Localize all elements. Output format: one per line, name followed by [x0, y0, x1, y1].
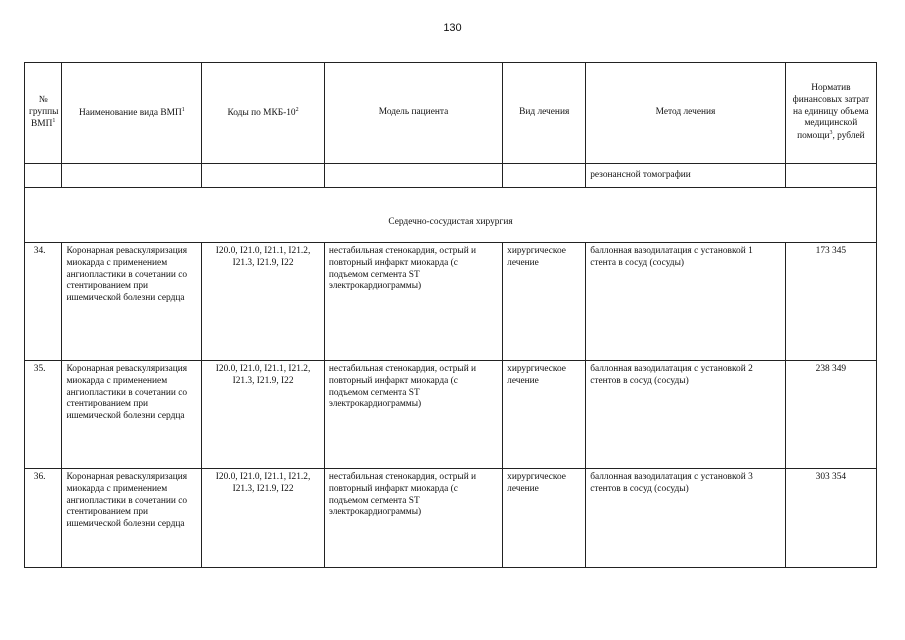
cell-empty	[503, 164, 586, 188]
cell-vmp-name: Коронарная реваскуляризация миокарда с применением ангиопластики в сочетании со стентированием при ишемической болезни сердца	[62, 361, 202, 469]
header-icd-codes: Коды по МКБ-$10^2$	[202, 63, 325, 164]
cell-vmp-name: Коронарная реваскуляризация миокарда с применением ангиопластики в сочетании со стентированием при ишемической болезни сердца	[62, 469, 202, 568]
cell-icd-codes: I20.0, I21.0, I21.1, I21.2, I21.3, I21.9, I22	[202, 469, 325, 568]
cell-treatment-method: баллонная вазодилатация с установкой 2 стентов в сосуд (сосуды)	[586, 361, 786, 469]
header-treatment-method: Метод лечения	[586, 63, 786, 164]
header-treatment-type: Вид лечения	[503, 63, 586, 164]
header-patient-model: Модель пациента	[324, 63, 502, 164]
cell-icd-codes: I20.0, I21.0, I21.1, I21.2, I21.3, I21.9, I22	[202, 361, 325, 469]
cell-vmp-name: Коронарная реваскуляризация миокарда с применением ангиопластики в сочетании со стентированием при ишемической болезни сердца	[62, 243, 202, 361]
header-cost-norm: Норматив финансовых затрат на единицу объема медицинской помощи$^3$, рублей	[785, 63, 876, 164]
cell-group-number: 35.	[25, 361, 62, 469]
cell-cost-norm: 238 349	[785, 361, 876, 469]
continuation-row	[25, 164, 877, 188]
cell-group-number: 36.	[25, 469, 62, 568]
section-title: Сердечно-сосудистая хирургия	[25, 188, 877, 243]
vmp-table	[24, 62, 877, 568]
header-vmp-name: Наименование вида ВМП$^1$	[62, 63, 202, 164]
cell-treatment-method: баллонная вазодилатация с установкой 1 стента в сосуд (сосуды)	[586, 243, 786, 361]
cell-cost-norm: 303 354	[785, 469, 876, 568]
cell-patient-model: нестабильная стенокардия, острый и повторный инфаркт миокарда (с подъемом сегмента ST электрокардиограммы)	[324, 469, 502, 568]
cell-patient-model: нестабильная стенокардия, острый и повторный инфаркт миокарда (с подъемом сегмента ST электрокардиограммы)	[324, 243, 502, 361]
cell-group-number: 34.	[25, 243, 62, 361]
section-row	[25, 188, 877, 243]
cell-empty	[25, 164, 62, 188]
cell-treatment-type: хирургическое лечение	[503, 243, 586, 361]
table-header-row	[25, 63, 877, 164]
table-row	[25, 361, 877, 469]
cell-empty	[202, 164, 325, 188]
cell-treatment-type: хирургическое лечение	[503, 469, 586, 568]
cell-icd-codes: I20.0, I21.0, I21.1, I21.2, I21.3, I21.9, I22	[202, 243, 325, 361]
header-group-number: № группы ВМП$^1$	[25, 63, 62, 164]
cell-method: резонансной томографии	[586, 164, 786, 188]
cell-treatment-method: баллонная вазодилатация с установкой 3 стентов в сосуд (сосуды)	[586, 469, 786, 568]
page-number: 130	[443, 22, 462, 34]
cell-treatment-type: хирургическое лечение	[503, 361, 586, 469]
table-row	[25, 469, 877, 568]
cell-cost-norm: 173 345	[785, 243, 876, 361]
cell-patient-model: нестабильная стенокардия, острый и повторный инфаркт миокарда (с подъемом сегмента ST электрокардиограммы)	[324, 361, 502, 469]
cell-empty	[62, 164, 202, 188]
cell-empty	[324, 164, 502, 188]
table-row	[25, 243, 877, 361]
cell-empty	[785, 164, 876, 188]
